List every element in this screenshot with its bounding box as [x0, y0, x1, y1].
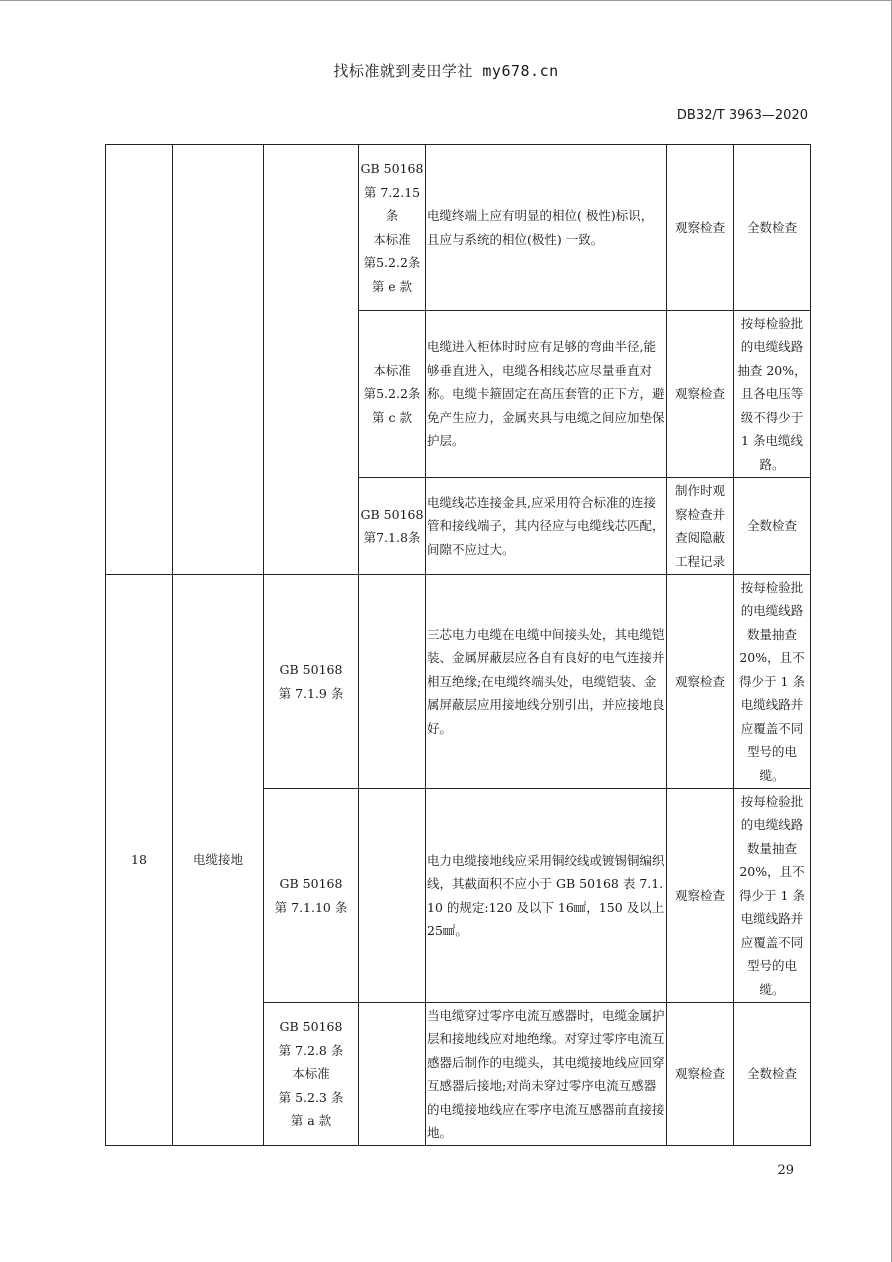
requirement-cell: 当电缆穿过零序电流互感器时，电缆金属护层和接地线应对地绝缘。对穿过零序电流互感器后制作的电缆头，其电缆接地线应回穿互感器后接地;对尚未穿过零序电流互感器的电缆接地线应在零序电流互感器前直接接地。	[426, 1003, 667, 1146]
requirement-cell: 电缆线芯连接金具,应采用符合标准的连接管和接线端子，其内径应与电缆线芯匹配，间隙不应过大。	[426, 478, 667, 575]
clause-cell: GB 50168 第 7.2.8 条 本标准 第 5.2.3 条 第 a 款	[264, 1003, 359, 1146]
item-cell: 电缆接地	[173, 575, 264, 1146]
empty-cell	[359, 1003, 426, 1146]
requirement-cell: 电缆进入柜体时时应有足够的弯曲半径,能够垂直进入，电缆各相线芯应尽量垂直对称。电缆卡箍固定在高压套管的正下方，避免产生应力，金属夹具与电缆之间应加垫保护层。	[426, 311, 667, 478]
quantity-cell: 全数检查	[734, 1003, 811, 1146]
method-cell: 观察检查	[667, 1003, 734, 1146]
method-cell: 观察检查	[667, 789, 734, 1003]
quantity-cell: 按每检验批 的电缆线路 数量抽查 20%，且不 得少于 1 条 电缆线路并 应覆盖不同 型号的电 缆。	[734, 789, 811, 1003]
inspection-table	[105, 144, 811, 1146]
clause-cell: 本标准 第5.2.2条 第 c 款	[359, 311, 426, 478]
requirement-cell: 电缆终端上应有明显的相位( 极性)标识，且应与系统的相位(极性) 一致。	[426, 145, 667, 311]
method-cell: 制作时观 察检查并 查阅隐蔽 工程记录	[667, 478, 734, 575]
quantity-cell: 按每检验批 的电缆线路 抽查 20%， 且各电压等 级不得少于 1 条电缆线 路。	[734, 311, 811, 478]
method-cell: 观察检查	[667, 145, 734, 311]
page-number: 29	[777, 1163, 794, 1178]
clause-cell: GB 50168 第 7.1.10 条	[264, 789, 359, 1003]
quantity-cell: 按每检验批 的电缆线路 数量抽查 20%，且不 得少于 1 条 电缆线路并 应覆盖不同 型号的电 缆。	[734, 575, 811, 789]
sub-clause-cell-empty	[264, 145, 359, 575]
page-border-top	[0, 0, 892, 1]
empty-cell	[359, 789, 426, 1003]
quantity-cell: 全数检查	[734, 478, 811, 575]
quantity-cell: 全数检查	[734, 145, 811, 311]
index-cell: 18	[106, 575, 173, 1146]
document-number: DB32/T 3963—2020	[676, 108, 808, 123]
clause-cell: GB 50168 第 7.1.9 条	[264, 575, 359, 789]
clause-cell: GB 50168 第7.1.8条	[359, 478, 426, 575]
requirement-cell: 电力电缆接地线应采用铜绞线或镀锡铜编织线，其截面积不应小于 GB 50168 表 7.1.10 的规定:120 及以下 16㎟，150 及以上 25㎟。	[426, 789, 667, 1003]
table-row	[106, 575, 811, 789]
method-cell: 观察检查	[667, 311, 734, 478]
empty-cell	[359, 575, 426, 789]
table-row	[106, 145, 811, 311]
index-cell-empty	[106, 145, 173, 575]
requirement-cell: 三芯电力电缆在电缆中间接头处，其电缆铠装、金属屏蔽层应各自有良好的电气连接并相互绝缘;在电缆终端头处，电缆铠装、金属屏蔽层应用接地线分别引出，并应接地良好。	[426, 575, 667, 789]
method-cell: 观察检查	[667, 575, 734, 789]
site-header-text: 找标准就到麦田学社 my678.cn	[333, 62, 559, 80]
item-cell-empty	[173, 145, 264, 575]
clause-cell: GB 50168 第 7.2.15 条 本标准 第5.2.2条 第 e 款	[359, 145, 426, 311]
